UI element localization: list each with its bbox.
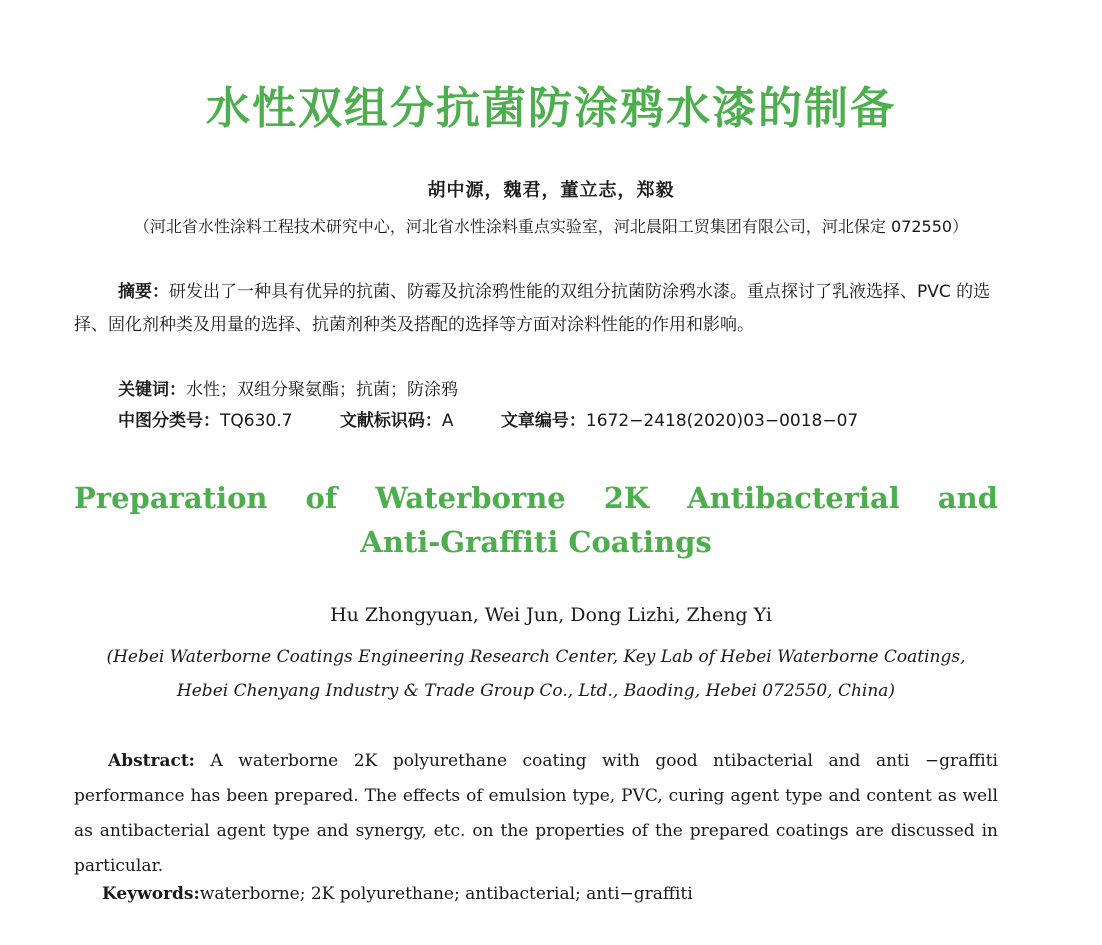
chinese-abstract-label: 摘要： — [118, 282, 169, 302]
document-code-label: 文献标识码： — [339, 411, 442, 431]
chinese-affiliation: （河北省水性涂料工程技术研究中心，河北省水性涂料重点实验室，河北晨阳工贸集团有限公司，河北保定 072550） — [133, 217, 969, 236]
english-affiliation-line2: Hebei Chenyang Industry & Trade Group Co., Ltd., Baoding, Hebei 072550, China) — [176, 681, 896, 701]
classification-row — [118, 405, 1042, 438]
english-title-word: and — [937, 481, 998, 515]
document-code — [340, 411, 454, 431]
english-abstract-text: A waterborne 2K polyurethane coating with good ntibacterial and anti −graffiti performance has been prepared. The effects of emulsion type, PVC, curing agent type and content as well as antibacterial agent type and synergy, etc. on the properties of the prepared coatings are discussed in particular. — [74, 751, 998, 876]
chinese-keywords — [118, 374, 1042, 407]
english-keywords-text: waterborne; 2K polyurethane; antibacterial; anti−graffiti — [199, 884, 693, 904]
english-keywords-label: Keywords: — [102, 884, 200, 904]
english-title-word: Antibacterial — [687, 481, 900, 515]
article-number-value: 1672−2418(2020)03−0018−07 — [585, 411, 859, 431]
article-number — [501, 411, 858, 431]
english-affiliation — [74, 640, 998, 708]
english-title-word: Waterborne — [375, 481, 566, 515]
chinese-abstract-text: 研发出了一种具有优异的抗菌、防霉及抗涂鸦性能的双组分抗菌防涂鸦水漆。重点探讨了乳液选择、PVC 的选择、固化剂种类及用量的选择、抗菌剂种类及搭配的选择等方面对涂料性能的作用和影响。 — [74, 282, 991, 335]
english-title-word: 2K — [603, 481, 650, 515]
english-title-word: of — [305, 481, 338, 515]
chinese-keywords-label: 关键词： — [118, 380, 186, 400]
english-affiliation-line1: (Hebei Waterborne Coatings Engineering Research Center, Key Lab of Hebei Waterborne Coatings, — [106, 647, 966, 667]
english-title-word: Preparation — [74, 481, 268, 515]
english-abstract-label: Abstract: — [108, 751, 195, 771]
document-code-value: A — [441, 411, 454, 431]
english-title-line2: Anti-Graffiti Coatings — [360, 525, 712, 559]
english-title — [74, 476, 998, 564]
chinese-keywords-text: 水性；双组分聚氨酯；抗菌；防涂鸦 — [186, 380, 458, 400]
english-abstract — [74, 744, 998, 884]
chinese-authors: 胡中源，魏君，董立志，郑毅 — [427, 180, 675, 201]
clc-label: 中图分类号： — [118, 411, 220, 431]
clc-value: TQ630.7 — [220, 411, 293, 431]
chinese-title: 水性双组分抗菌防涂鸦水漆的制备 — [206, 83, 896, 134]
article-number-label: 文章编号： — [500, 411, 586, 431]
chinese-abstract — [74, 276, 998, 342]
english-title-line1 — [74, 476, 998, 520]
english-authors: Hu Zhongyuan, Wei Jun, Dong Lizhi, Zheng Yi — [330, 604, 772, 626]
english-keywords — [102, 884, 693, 904]
clc-number — [118, 411, 292, 431]
